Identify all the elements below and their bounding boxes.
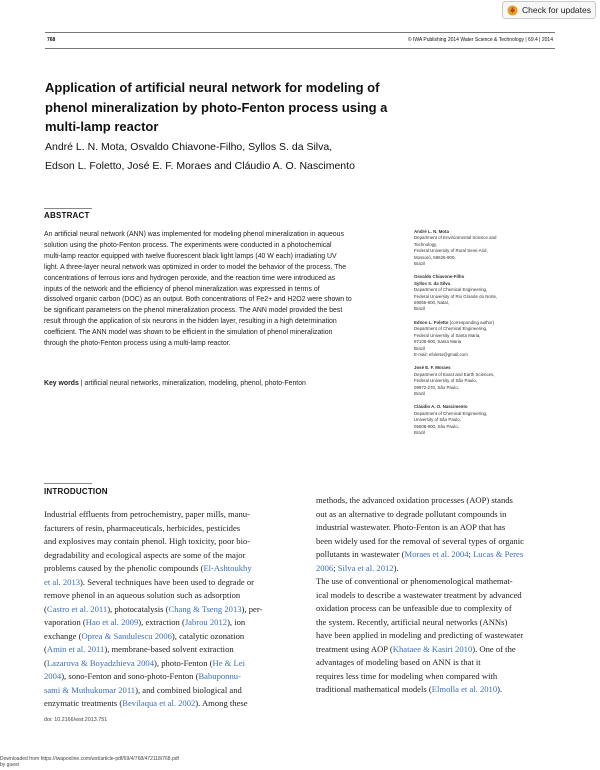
keywords: Key words | artificial neural networks, mineralization, modeling, phenol, photo-Fenton [44, 380, 306, 387]
text-line: Industrial effluents from petrochemistry, paper mills, manu- [44, 509, 250, 519]
citation-link[interactable]: sami & Muthukumar 2011 [44, 684, 136, 695]
keywords-label: Key words [44, 380, 79, 387]
intro-rule [44, 483, 92, 484]
text-line: sami & Muthukumar 2011), and combined biological and [44, 684, 242, 695]
citation-link[interactable]: Elmolla et al. 2010 [431, 684, 498, 694]
citation-link[interactable]: Lazarova & Boyadzhieva 2004 [46, 657, 155, 668]
author-list: André L. N. Mota, Osvaldo Chiavone-Filho, Syllos S. da Silva, Edson L. Foletto, José E. F. Moraes and Cláudio A. O. Nascimento [45, 141, 355, 172]
citation-link[interactable]: 2006 [316, 562, 334, 573]
text-line: methods, the advanced oxidation processes (AOP) stands [316, 495, 513, 505]
citation-link[interactable]: Amin et al. 2011 [46, 644, 105, 654]
text-line: advantages of modeling based on ANN is that it [316, 657, 481, 667]
keywords-list: artificial neural networks, mineralization, modeling, phenol, photo-Fenton [84, 380, 306, 387]
update-icon [507, 5, 518, 16]
text-line: traditional mathematical models (Elmolla et al. 2010). [316, 684, 503, 694]
page-number: 768 [47, 37, 56, 43]
affiliation-5: Cláudio A. O. Nascimento Department of Chemical Engineering, University of São Paulo, 05508-900, São Paulo, Brazil [414, 404, 488, 435]
abstract-body: An artificial neural network (ANN) was implemented for modeling phenol mineralization in aqueous solution using the photo-Fenton process. The experiments were conducted in a photochemical multi-lamp reactor equipped with twelve fluorescent black light lamps (40 W each) irradiating UV light. A three-layer neural network was optimized in order to model the behavior of the process. The concentrations of ferrous ions and hydrogen peroxide, and the reaction time were introduced as inputs of the network and the efficiency of phenol mineralization was expressed in terms of dissolved organic carbon (DOC) as an output. Both concentrations of Fe2+ and H2O2 were shown to be significant parameters on the phenol mineralization process. The ANN model provided the best result through the application of six neurons in the hidden layer, resulting in a high determination coefficient. The ANN model was shown to be efficient in the simulation of phenol mineralization through the photo-Fenton process using a multi-lamp reactor. [44, 231, 352, 348]
text-line: facturers of resin, pharmaceuticals, herbicides, pesticides [44, 522, 241, 533]
affiliation-1: André L. N. Mota Department of Environmental Science and Technology, Federal University of Rural Semi-Arid, Mossoró, 59625-900, Brazil [414, 229, 497, 267]
citation-link[interactable]: Castro et al. 2011 [46, 603, 108, 614]
text-line: the system. Recently, artificial neural networks (ANNs) [316, 616, 508, 627]
citation-link[interactable]: Oprea & Sandulescu 2006 [81, 630, 172, 641]
doi: doi: 10.2166/wst.2013.751 [44, 717, 108, 723]
text-line: been widely used for the removal of several types of organic [316, 535, 524, 546]
text-line: industrial wastewater. Photo-Fenton is an AOP that has [316, 522, 506, 532]
citation-link[interactable]: Moraes et al. 2004 [404, 549, 469, 559]
citation-link[interactable]: et al. 2013 [44, 576, 81, 587]
citation-link[interactable]: 2004 [44, 671, 62, 681]
citation-link[interactable]: El-Ashtoukhy [203, 563, 252, 573]
citation-link[interactable]: Babuponnu- [198, 671, 241, 681]
text-line: and explosives may contain phenol. High toxicity, poor bio- [44, 536, 251, 546]
abstract-heading: ABSTRACT [44, 211, 90, 220]
text-line: et al. 2013). Several techniques have been used to degrade or [44, 576, 254, 587]
download-footer: Downloaded from https://iwaponline.com/wst/article-pdf/69/4/768/472118/768.pdf by guest [0, 756, 179, 768]
text-line: (Castro et al. 2011), photocatalysis (Chang & Tseng 2013), per- [44, 603, 263, 614]
affiliation-4: José E. F. Moraes Department of Exact and Earth Sciences, Federal University of São Paulo, 09972-270, São Paulo, Brazil [414, 365, 495, 396]
body-column-left [44, 508, 282, 711]
body-column-right [316, 494, 554, 697]
text-line: requires less time for modeling when compared with [316, 670, 498, 681]
affiliations [414, 229, 554, 443]
text-line: oxidation process can be unfeasible due to complexity of [316, 603, 512, 613]
text-line: (Amin et al. 2011), membrane-based solvent extraction [44, 644, 234, 654]
text-line: 2006; Silva et al. 2012). [316, 562, 399, 573]
citation-link[interactable]: Jabrou 2012 [184, 617, 228, 627]
introduction-heading: INTRODUCTION [44, 487, 108, 496]
citation-link[interactable]: He & Lei [212, 657, 245, 668]
affiliation-3: Edson L. Foletto (corresponding author) Department of Chemical Engineering, Federal University of Santa Maria, 97105-900, Santa Maria Brazil E-mail: efoletto@gmail.com [414, 319, 495, 357]
abstract-rule [44, 208, 92, 209]
citation-link[interactable]: Bevilaqua et al. 2002 [122, 698, 196, 708]
text-line: treatment using AOP (Khataee & Kasiri 2010). One of the [316, 643, 516, 654]
text-line: have been applied in modeling and predicting of wastewater [316, 630, 524, 640]
text-line: The use of conventional or phenomenological mathemat- [316, 576, 513, 586]
text-line: ical models to describe a wastewater treatment by advanced [316, 589, 522, 600]
text-line: exchange (Oprea & Sandulescu 2006), catalytic ozonation [44, 630, 245, 641]
citation-link[interactable]: Lucas & Peres [473, 549, 524, 559]
check-for-updates-label: Check for updates [522, 5, 591, 15]
citation-link[interactable]: Hao et al. 2009 [85, 617, 139, 627]
affiliation-2: Osvaldo Chiavone-Filho Syllos S. da Silva Department of Chemical Engineering, Federal University of Rio Grande do Norte, 59066-800, Natal, Brazil [414, 274, 498, 312]
text-line: out as an alternative to degrade pollutant compounds in [316, 508, 507, 519]
journal-line: © IWA Publishing 2014 Water Science & Technology | 69.4 | 2014 [407, 37, 553, 43]
citation-link[interactable]: Chang & Tseng 2013 [168, 603, 242, 614]
text-line: remove phenol in an aqueous solution such as adsorption [44, 590, 241, 600]
citation-link[interactable]: Silva et al. 2012 [337, 562, 394, 573]
text-line: vaporation (Hao et al. 2009), extraction (Jabrou 2012), ion [44, 617, 246, 627]
running-header [45, 32, 555, 49]
text-line: problems caused by the phenolic compounds (El-Ashtoukhy [44, 563, 252, 573]
text-line: 2004), sono-Fenton and sono-photo-Fenton (Babuponnu- [44, 671, 241, 681]
citation-link[interactable]: Khataee & Kasiri 2010 [392, 643, 473, 654]
check-for-updates-badge[interactable] [502, 1, 596, 19]
text-line: pollutants in wastewater (Moraes et al. 2004; Lucas & Peres [316, 549, 524, 559]
text-line: enzymatic treatments (Bevilaqua et al. 2002). Among these [44, 698, 248, 708]
article-title: Application of artificial neural network for modeling of phenol mineralization by photo-Fenton process using a multi-lamp reactor [45, 80, 388, 134]
text-line: degradability and ecological aspects are some of the major [44, 549, 246, 560]
text-line: (Lazarova & Boyadzhieva 2004), photo-Fenton (He & Lei [44, 657, 245, 668]
